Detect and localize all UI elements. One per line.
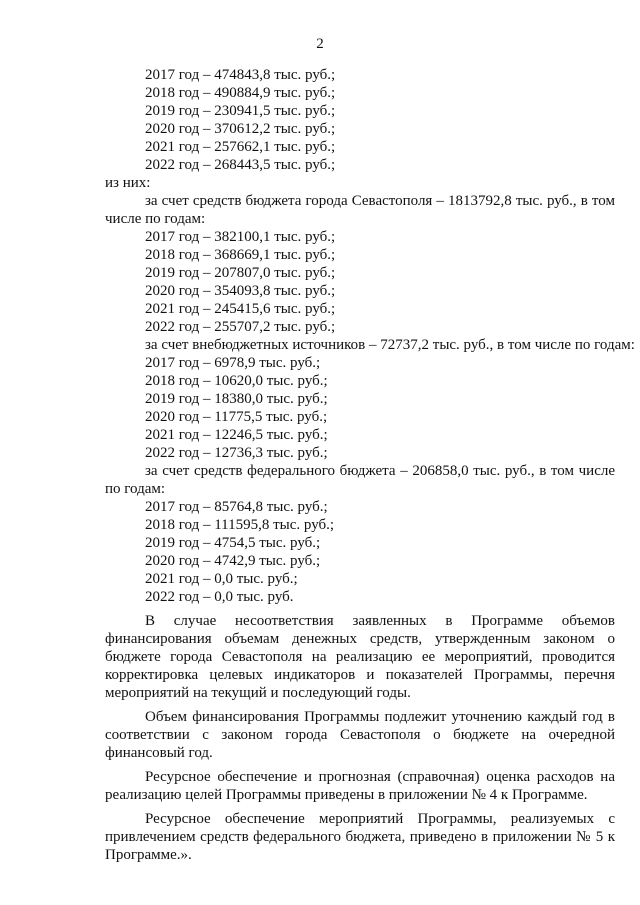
- year-line: 2018 год – 10620,0 тыс. руб.;: [145, 373, 328, 389]
- paragraph-resource-appendix-5: Ресурсное обеспечение мероприятий Программы, реализуемых с привлечением средств федерального бюджета, приведено в приложении № 5 к Программе.».: [105, 811, 615, 863]
- year-line: 2020 год – 11775,5 тыс. руб.;: [145, 409, 328, 425]
- year-line: 2019 год – 230941,5 тыс. руб.;: [145, 103, 336, 119]
- year-line: 2021 год – 257662,1 тыс. руб.;: [145, 139, 336, 155]
- city-budget-section: [105, 192, 615, 336]
- page-number: 2: [316, 36, 324, 52]
- year-line: 2017 год – 6978,9 тыс. руб.;: [145, 355, 321, 371]
- year-line: 2017 год – 382100,1 тыс. руб.;: [145, 229, 336, 245]
- year-line: 2019 год – 207807,0 тыс. руб.;: [145, 265, 336, 281]
- paragraph-inconsistency: В случае несоответствия заявленных в Программе объемов финансирования объемам денежных средств, утвержденным законом о бюджете города Севастополя на реализацию ее мероприятий, проводится корректировка целевых индикаторов и показателей Программы, перечня мероприятий на текущий и последующий годы.: [105, 613, 615, 701]
- year-line: 2022 год – 0,0 тыс. руб.: [145, 589, 294, 605]
- year-line: 2018 год – 490884,9 тыс. руб.;: [145, 85, 336, 101]
- year-line: 2020 год – 354093,8 тыс. руб.;: [145, 283, 336, 299]
- year-line: 2021 год – 245415,6 тыс. руб.;: [145, 301, 336, 317]
- year-line: 2018 год – 368669,1 тыс. руб.;: [145, 247, 336, 263]
- year-line: 2022 год – 12736,3 тыс. руб.;: [145, 445, 328, 461]
- total-years-list: [105, 66, 615, 174]
- year-line: 2017 год – 85764,8 тыс. руб.;: [145, 499, 328, 515]
- paragraph-resource-appendix-4: Ресурсное обеспечение и прогнозная (справочная) оценка расходов на реализацию целей Программы приведены в приложении № 4 к Программе.: [105, 769, 615, 803]
- year-line: 2022 год – 268443,5 тыс. руб.;: [145, 157, 336, 173]
- extrabudget-section: [105, 336, 635, 462]
- year-line: 2021 год – 0,0 тыс. руб.;: [145, 571, 298, 587]
- year-line: 2019 год – 18380,0 тыс. руб.;: [145, 391, 328, 407]
- city-budget-heading: за счет средств бюджета города Севастополя – 1813792,8 тыс. руб., в том числе по годам:: [105, 193, 615, 227]
- extrabudget-heading: за счет внебюджетных источников – 72737,2 тыс. руб., в том числе по годам:: [145, 337, 635, 353]
- federal-heading: за счет средств федерального бюджета – 206858,0 тыс. руб., в том числе по годам:: [105, 463, 615, 497]
- of-them-label: из них:: [105, 175, 151, 191]
- year-line: 2021 год – 12246,5 тыс. руб.;: [145, 427, 328, 443]
- year-line: 2022 год – 255707,2 тыс. руб.;: [145, 319, 336, 335]
- year-line: 2019 год – 4754,5 тыс. руб.;: [145, 535, 321, 551]
- year-line: 2017 год – 474843,8 тыс. руб.;: [145, 67, 336, 83]
- year-line: 2018 год – 111595,8 тыс. руб.;: [145, 517, 335, 533]
- year-line: 2020 год – 370612,2 тыс. руб.;: [145, 121, 336, 137]
- paragraph-financing-update: Объем финансирования Программы подлежит уточнению каждый год в соответствии с законом города Севастополя о бюджете на очередной финансовый год.: [105, 709, 615, 761]
- federal-section: [105, 462, 615, 606]
- document-body: [105, 66, 635, 864]
- year-line: 2020 год – 4742,9 тыс. руб.;: [145, 553, 321, 569]
